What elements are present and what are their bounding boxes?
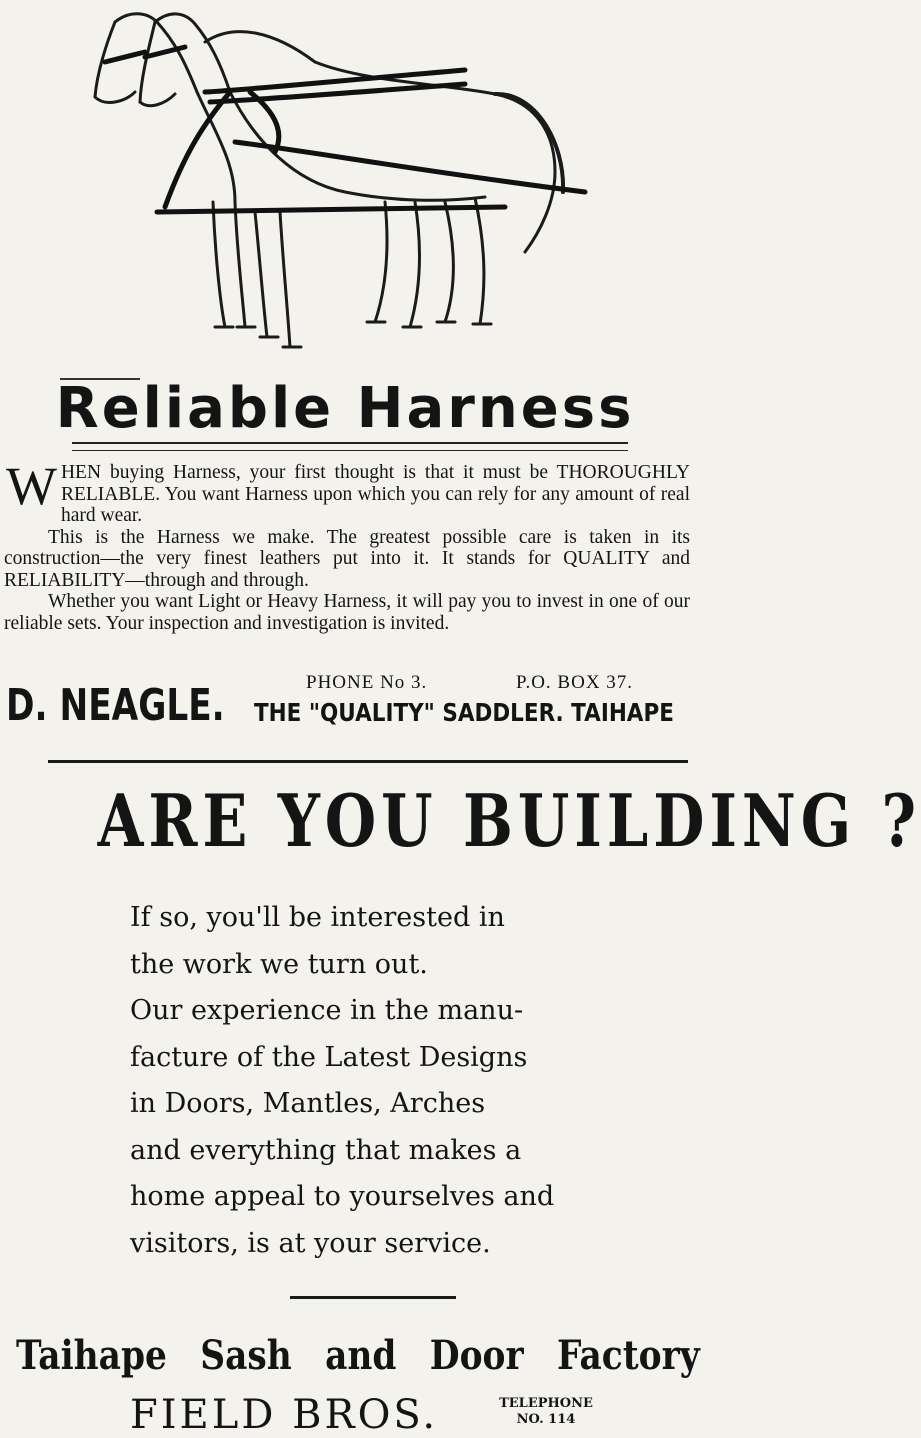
po-box: P.O. BOX 37. (516, 672, 634, 693)
paragraph-2: This is the Harness we make. The greatest possible care is taken in its construction—the very finest leathers put into it. It stands for QUALITY and RELIABILITY—through and through. (4, 526, 690, 591)
telephone-block (486, 1396, 606, 1428)
body-line: the work we turn out. (130, 948, 428, 980)
telephone-number: NO. 114 (516, 1412, 576, 1427)
advertiser-name: D. NEAGLE. (6, 680, 225, 731)
saddler-tagline: THE "QUALITY" SADDLER. TAIHAPE (254, 698, 674, 727)
factory-word: and (325, 1332, 397, 1379)
advertiser-signature (6, 672, 696, 742)
section-divider (48, 760, 688, 763)
factory-word: Taihape (16, 1332, 167, 1379)
phone-number: PHONE No 3. (306, 672, 428, 693)
paragraph-1-text: HEN buying Harness, your first thought is that it must be THOROUGHLY RELIABLE. You want Harness upon which you can rely for any amount of real hard wear. (60, 462, 690, 526)
body-line: Our experience in the manu- (130, 995, 524, 1026)
drop-cap: W (6, 456, 57, 516)
body-line: in Doors, Mantles, Arches (130, 1088, 486, 1119)
horses-illustration (85, 2, 605, 362)
harness-ad-body (4, 456, 690, 634)
telephone-label: TELEPHONE (499, 1396, 593, 1411)
factory-name (16, 1332, 700, 1379)
are-you-building-headline: ARE YOU BUILDING ? (97, 778, 921, 863)
paragraph-3: Whether you want Light or Heavy Harness, it will pay you to invest in one of our reliable sets. Your inspection and investigation is invited. (4, 591, 690, 634)
paragraph-1 (4, 456, 690, 527)
reliable-harness-headline: Reliable Harness (55, 376, 635, 441)
building-ad-body (130, 895, 610, 1267)
factory-word: Door (429, 1332, 524, 1379)
short-divider (290, 1296, 456, 1299)
body-line: and everything that makes a (130, 1134, 522, 1166)
double-rule-divider (72, 442, 628, 451)
body-line: facture of the Latest Designs (130, 1041, 528, 1073)
body-line: visitors, is at your service. (130, 1227, 491, 1259)
body-line: If so, you'll be interested in (130, 902, 505, 933)
firm-name: FIELD BROS. (130, 1392, 439, 1438)
body-line: home appeal to yourselves and (130, 1181, 555, 1212)
factory-word: Sash (200, 1332, 292, 1379)
factory-word: Factory (556, 1332, 700, 1379)
